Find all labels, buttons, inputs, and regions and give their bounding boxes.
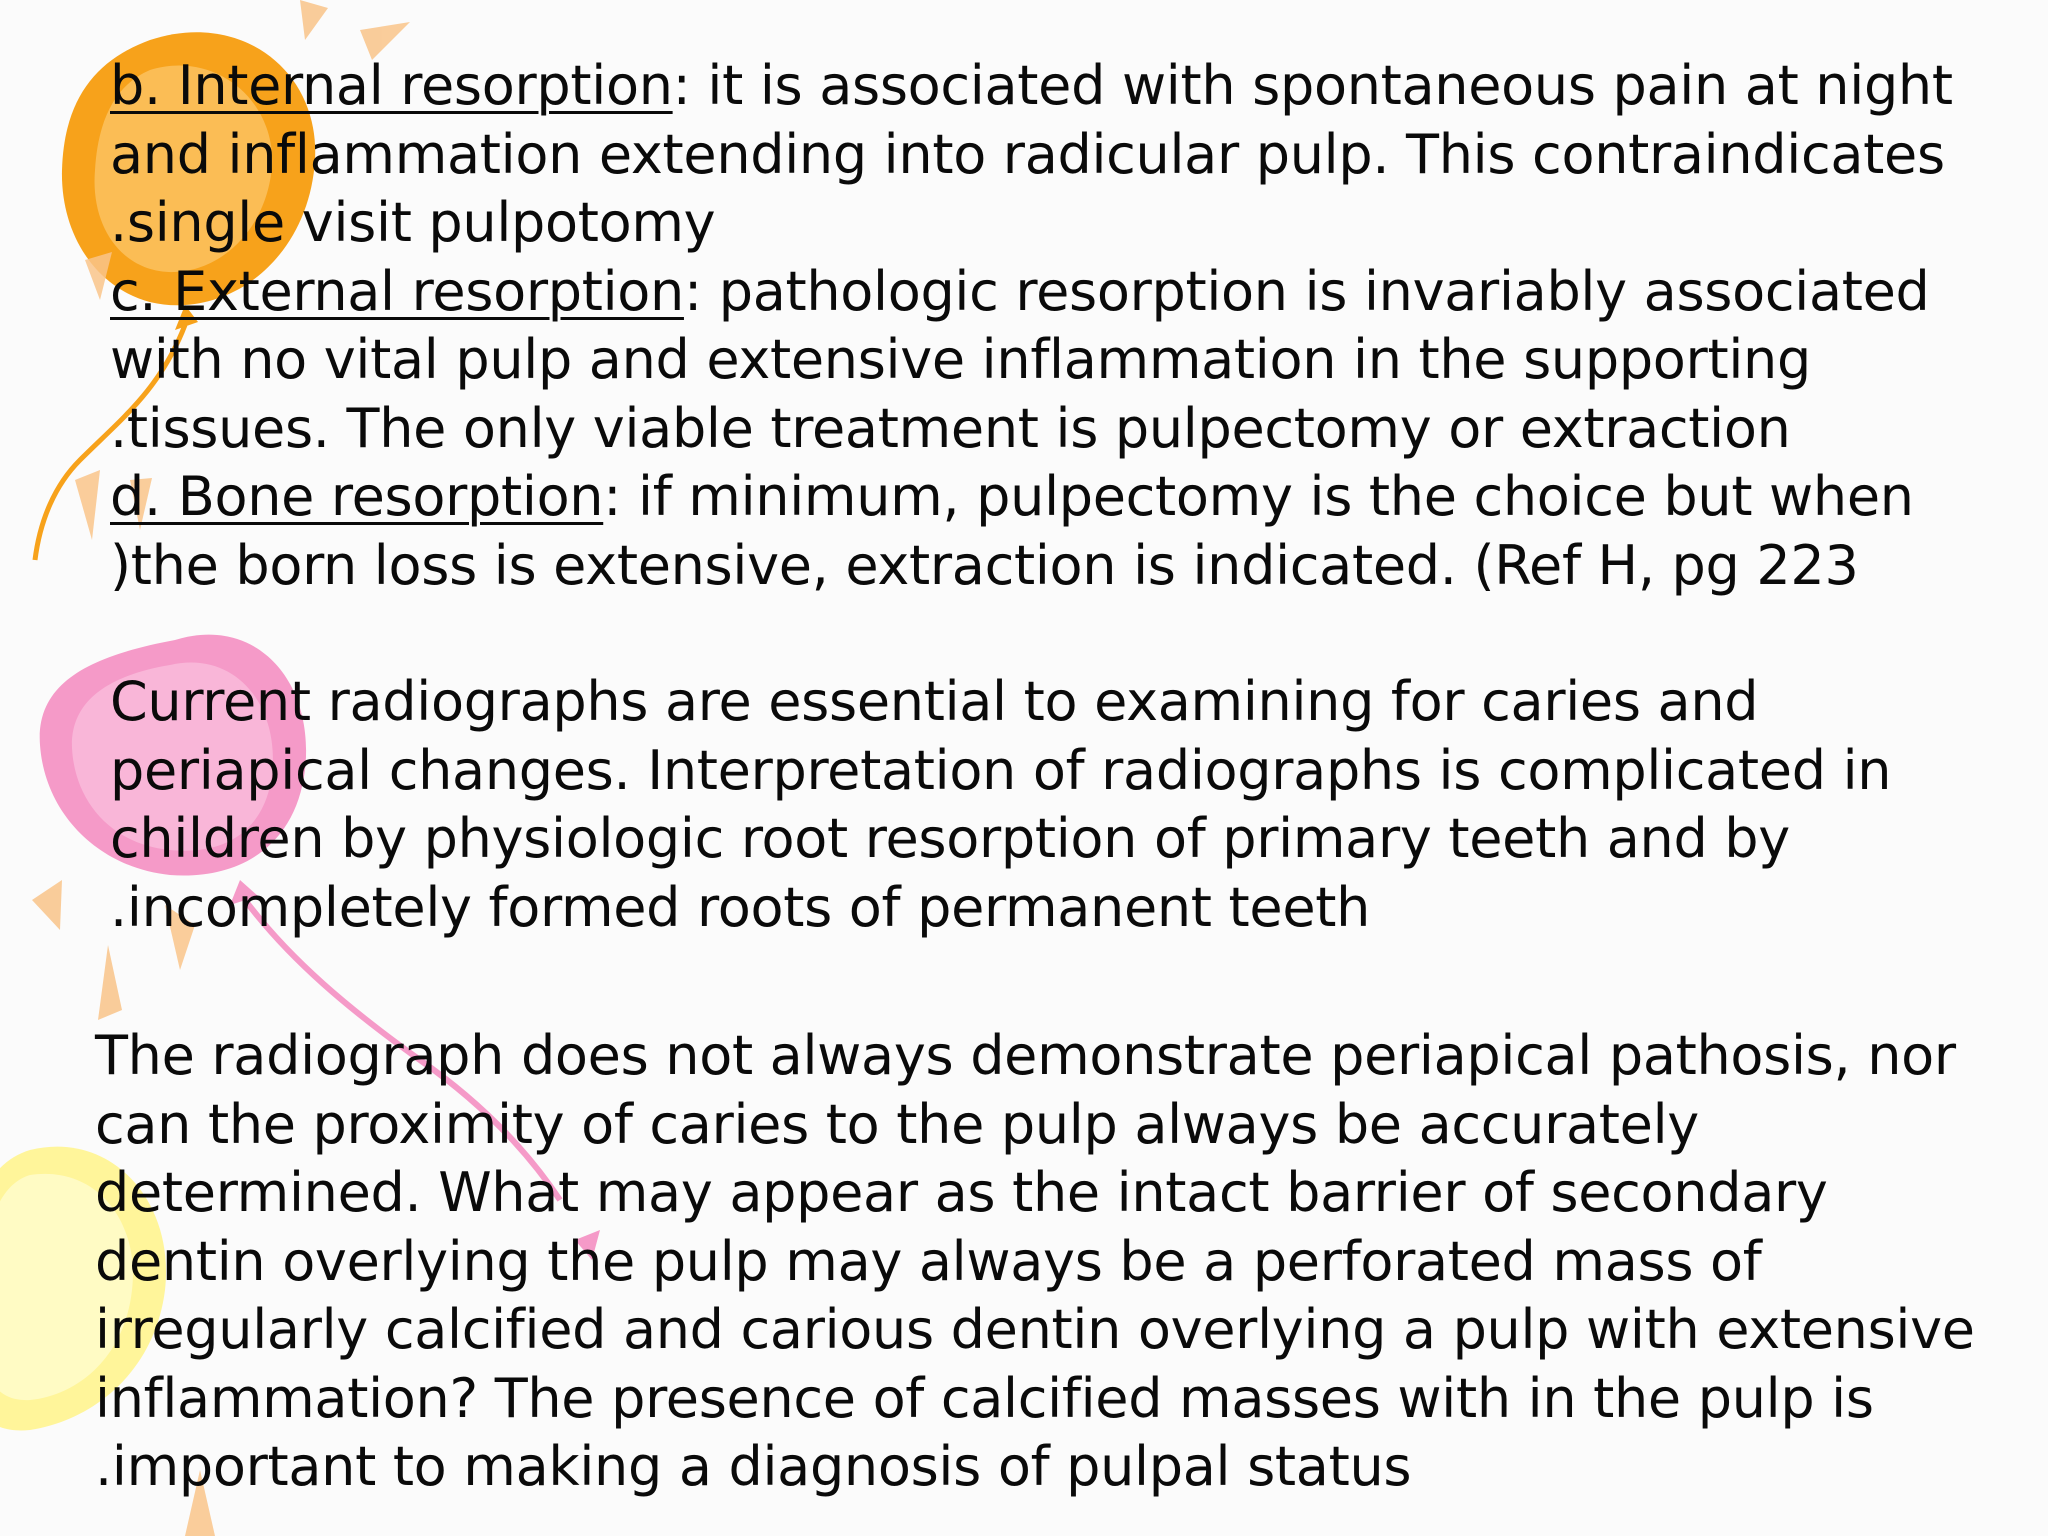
external-resorption-line-1 <box>110 258 2010 327</box>
pathosis-line: dentin overlying the pulp may always be a perforated mass of <box>95 1229 1762 1293</box>
radiographs-line: children by physiologic root resorption of primary teeth and by <box>110 807 1790 870</box>
internal-resorption-line-1 <box>110 52 2010 121</box>
paragraph-pathosis <box>95 1022 1975 1502</box>
bone-resorption-line-2: )the born loss is extensive, extraction is indicated. (Ref H, pg 223 <box>110 533 1859 597</box>
slide-text-block <box>110 52 2010 942</box>
pathosis-line: determined. What may appear as the intact barrier of secondary <box>95 1161 1828 1224</box>
internal-resorption-line-3: .single visit pulpotomy <box>110 191 716 254</box>
radiographs-line: periapical changes. Interpretation of radiographs is complicated in <box>110 738 1892 802</box>
external-resorption-text: : pathologic resorption is invariably associated <box>683 259 1930 323</box>
pathosis-line: The radiograph does not always demonstrate periapical pathosis, nor <box>95 1024 1956 1087</box>
internal-resorption-line-2: and inflammation extending into radicular pulp. This contraindicates <box>110 122 1945 186</box>
external-resorption-heading: c. External resorption <box>110 259 684 323</box>
pathosis-line: irregularly calcified and carious dentin overlying a pulp with extensive <box>95 1298 1975 1361</box>
bone-resorption-heading: d. Bone resorption <box>110 465 604 528</box>
internal-resorption-text: : it is associated with spontaneous pain at night <box>672 54 1953 117</box>
bone-resorption-line-1 <box>110 463 2010 532</box>
radiographs-line: .incompletely formed roots of permanent teeth <box>110 875 1371 939</box>
paragraph-radiographs <box>110 668 2010 942</box>
pathosis-line: can the proximity of caries to the pulp always be accurately <box>95 1092 1699 1156</box>
external-resorption-line-3: .tissues. The only viable treatment is pulpectomy or extraction <box>110 396 1791 460</box>
bone-resorption-text: : if minimum, pulpectomy is the choice but when <box>603 465 1914 528</box>
paragraph-spacer <box>110 600 2010 668</box>
pathosis-line: .important to making a diagnosis of pulpal status <box>95 1435 1412 1498</box>
internal-resorption-heading: b. Internal resorption <box>110 54 673 117</box>
radiographs-line: Current radiographs are essential to examining for caries and <box>110 670 1759 733</box>
pathosis-line: inflammation? The presence of calcified masses with in the pulp is <box>95 1366 1874 1430</box>
paragraph-resorption <box>110 52 2010 600</box>
external-resorption-line-2: with no vital pulp and extensive inflammation in the supporting <box>110 328 1811 391</box>
